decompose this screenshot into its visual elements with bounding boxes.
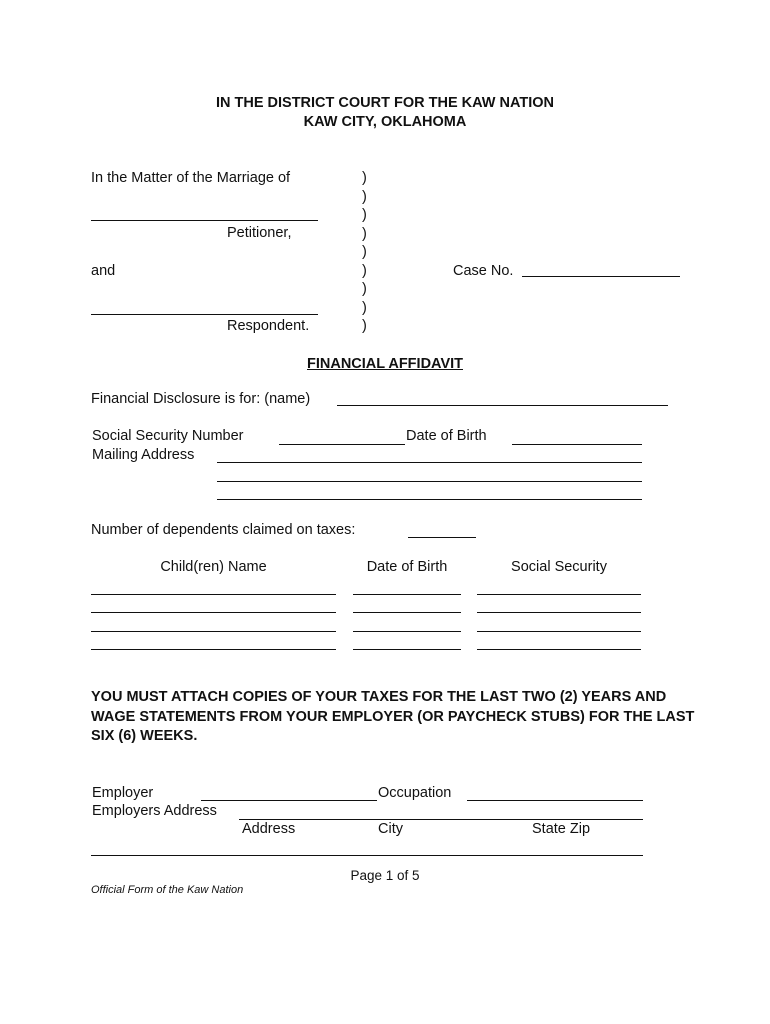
city-sublabel: City [378, 821, 403, 837]
attachment-notice: YOU MUST ATTACH COPIES OF YOUR TAXES FOR THE LAST TWO (2) YEARS AND WAGE STATEMENTS FROM YOUR EMPLOYER (OR PAYCHECK STUBS) FOR THE LAST SIX (6) WEEKS. [91, 689, 695, 744]
child-ssn-line[interactable] [477, 594, 641, 595]
child-dob-line[interactable] [353, 649, 461, 650]
caption-paren: ) [362, 170, 367, 186]
employer-line[interactable] [201, 800, 377, 801]
child-name-line[interactable] [91, 594, 336, 595]
ssn-line[interactable] [279, 444, 405, 445]
petitioner-label: Petitioner, [227, 225, 292, 241]
page-number: Page 1 of 5 [350, 868, 420, 883]
mailing-address-line-3[interactable] [217, 499, 642, 500]
child-ssn-line[interactable] [477, 631, 641, 632]
mailing-address-line-2[interactable] [217, 481, 642, 482]
child-dob-line[interactable] [353, 612, 461, 613]
child-name-line[interactable] [91, 631, 336, 632]
caption-paren: ) [362, 244, 367, 260]
children-ssn-header: Social Security [511, 559, 607, 575]
dob-label: Date of Birth [406, 428, 487, 444]
caption-paren: ) [362, 189, 367, 205]
children-dob-header: Date of Birth [366, 559, 448, 575]
state-zip-sublabel: State Zip [532, 821, 591, 837]
dependents-label: Number of dependents claimed on taxes: [91, 522, 356, 538]
dependents-line[interactable] [408, 537, 476, 538]
caption-paren: ) [362, 226, 367, 242]
ssn-label: Social Security Number [92, 428, 244, 444]
petitioner-name-line[interactable] [91, 220, 318, 221]
child-name-line[interactable] [91, 612, 336, 613]
employers-address-label: Employers Address [92, 803, 217, 819]
employer-address-continuation-line[interactable] [91, 855, 643, 856]
child-dob-line[interactable] [353, 631, 461, 632]
respondent-label: Respondent. [227, 318, 310, 334]
respondent-name-line[interactable] [91, 314, 318, 315]
case-no-label: Case No. [453, 263, 514, 279]
court-location: KAW CITY, OKLAHOMA [303, 114, 467, 130]
form-footer-note: Official Form of the Kaw Nation [91, 884, 244, 896]
form-title: FINANCIAL AFFIDAVIT [307, 356, 463, 372]
child-ssn-line[interactable] [477, 612, 641, 613]
mailing-address-label: Mailing Address [92, 447, 195, 463]
caption-paren: ) [362, 263, 367, 279]
occupation-label: Occupation [378, 785, 452, 801]
children-name-header: Child(ren) Name [160, 559, 267, 575]
child-ssn-line[interactable] [477, 649, 641, 650]
court-heading: IN THE DISTRICT COURT FOR THE KAW NATION [215, 95, 555, 111]
disclosure-name-line[interactable] [337, 405, 668, 406]
child-name-line[interactable] [91, 649, 336, 650]
case-no-line[interactable] [522, 276, 680, 277]
caption-paren: ) [362, 281, 367, 297]
disclosure-for-label: Financial Disclosure is for: (name) [91, 391, 311, 407]
address-sublabel: Address [242, 821, 296, 837]
caption-paren: ) [362, 207, 367, 223]
matter-label: In the Matter of the Marriage of [91, 170, 291, 186]
child-dob-line[interactable] [353, 594, 461, 595]
and-label: and [91, 263, 116, 279]
occupation-line[interactable] [467, 800, 643, 801]
employer-label: Employer [92, 785, 154, 801]
employers-address-line[interactable] [239, 819, 643, 820]
dob-line[interactable] [512, 444, 642, 445]
mailing-address-line-1[interactable] [217, 462, 642, 463]
caption-paren: ) [362, 300, 367, 316]
caption-paren: ) [362, 318, 367, 334]
